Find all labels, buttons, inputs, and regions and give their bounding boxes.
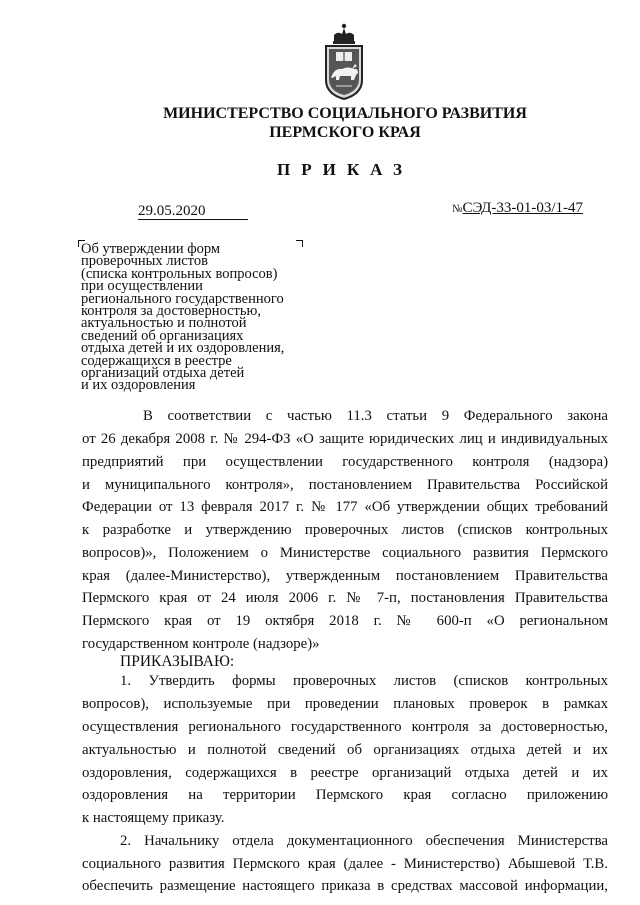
document-date: 29.05.2020 [138, 203, 248, 220]
subject-line: актуальностью и полнотой [81, 315, 247, 332]
subject-line: сведений об организациях [81, 327, 244, 344]
subject-line: проверочных листов [81, 253, 208, 270]
subject-line: отдыха детей и их оздоровления, [81, 340, 285, 357]
body-line: края (далее-Министерство), утвержденным постановлением Правительства [82, 568, 608, 584]
subject-line: организаций отдыха детей [81, 365, 245, 382]
subject-line: Об утверждении форм [81, 241, 221, 257]
document-subject [81, 243, 321, 392]
body-line: 2. Начальнику отдела документационного обеспечения Министерства [120, 833, 608, 849]
ministry-name-line2: ПЕРМСКОГО КРАЯ [269, 124, 421, 141]
subject-line: и их оздоровления [81, 377, 196, 394]
order-keyword: ПРИКАЗЫВАЮ: [120, 653, 235, 670]
body-line: вопросов)», Положением о Министерстве социального развития Пермского [82, 545, 608, 561]
body-line: обеспечить размещение настоящего приказа в средствах массовой информации, [82, 878, 608, 894]
body-line: Пермского края от 24 июля 2006 г. № 7-п, постановления Правительства [82, 590, 608, 606]
document-number-value: СЭД-33-01-03/1-47 [462, 200, 584, 216]
number-sign: № [452, 203, 463, 215]
body-line: вопросов), используемые при проведении плановых проверок в рамках [82, 696, 608, 712]
body-line: к настоящему приказу. [82, 810, 225, 826]
body-line: актуальностью и полнотой сведений об организациях отдыха детей и их [82, 742, 608, 758]
subject-line: контроля за достоверностью, [81, 303, 261, 320]
body-line: социального развития Пермского края (далее - Министерство) Абышевой Т.В. [82, 856, 608, 872]
coat-of-arms-icon [322, 22, 366, 100]
body-line: государственном контроле (надзоре)» [82, 636, 320, 652]
body-line: 1. Утвердить формы проверочных листов (списков контрольных [120, 673, 608, 689]
document-number [452, 200, 583, 217]
body-line: осуществления регионального государственного контроля за достоверностью, [82, 719, 608, 735]
subject-line: регионального государственного [81, 290, 284, 307]
subject-line: содержащихся в реестре [81, 352, 232, 369]
subject-line: при осуществлении [81, 278, 203, 295]
ministry-name-line1: МИНИСТЕРСТВО СОЦИАЛЬНОГО РАЗВИТИЯ [163, 105, 527, 122]
body-line: от 26 декабря 2008 г. № 294-ФЗ «О защите юридических лиц и индивидуальных [82, 431, 608, 447]
body-line: В соответствии с частью 11.3 статьи 9 Федерального закона [143, 408, 608, 424]
body-line: Федерации от 13 февраля 2017 г. № 177 «Об утверждении общих требований [82, 499, 608, 515]
body-line: предприятий при осуществлении государственного контроля (надзора) [82, 454, 608, 470]
body-line: оздоровления на территории Пермского края согласно приложению [82, 787, 608, 803]
body-line: оздоровления, содержащихся в реестре организаций отдыха детей и их [82, 765, 608, 781]
body-line: и муниципального контроля», постановлением Правительства Российской [82, 477, 608, 493]
subject-line: (списка контрольных вопросов) [81, 265, 278, 282]
body-line: к разработке и утверждению проверочных листов (списков контрольных [82, 522, 608, 538]
body-line: Пермского края от 19 октября 2018 г. № 600-п «О региональном [82, 613, 608, 629]
document-type-title: ПРИКАЗ [277, 160, 413, 179]
